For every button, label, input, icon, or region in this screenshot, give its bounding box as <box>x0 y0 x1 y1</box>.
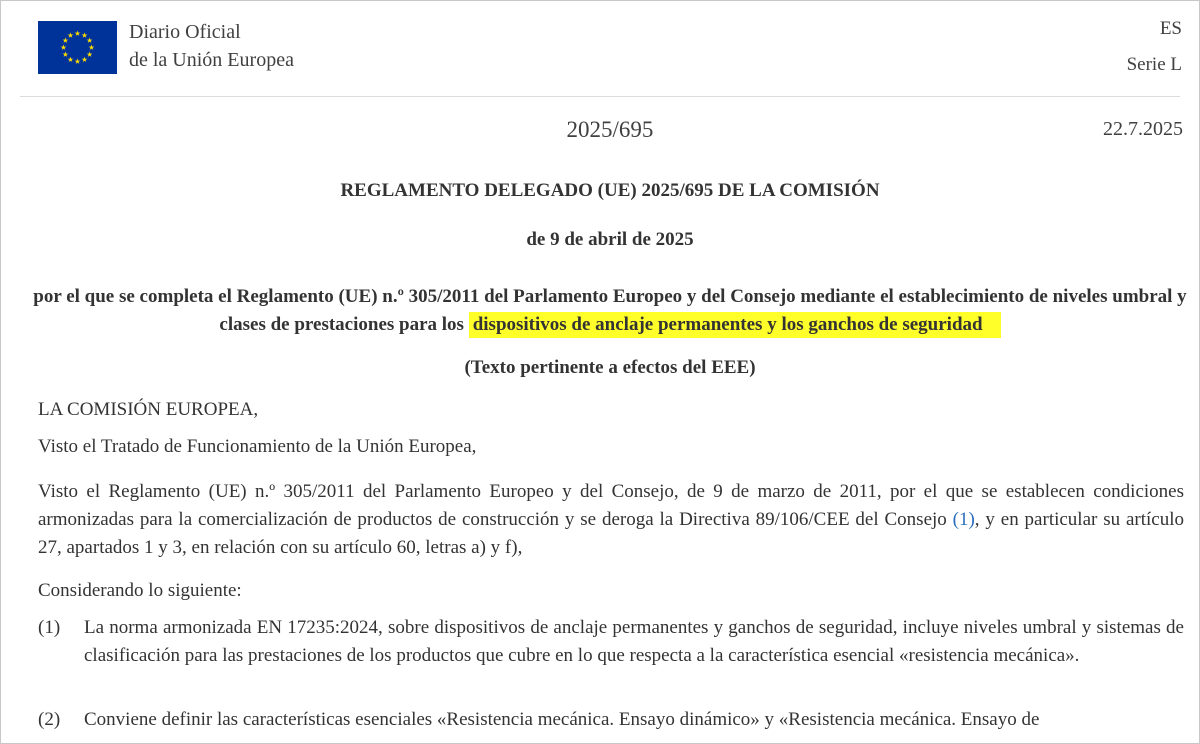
regulation-purpose <box>30 283 1190 339</box>
journal-header <box>0 0 1200 97</box>
commission-heading: LA COMISIÓN EUROPEA, <box>38 399 259 420</box>
journal-name-line1: Diario Oficial <box>129 21 241 43</box>
eu-stars-icon <box>38 21 117 74</box>
purpose-text: por el que se completa el Reglamento (UE) n.º 305/2011 del Parlamento Europeo y del Consejo mediante el establecimiento de niveles umbral y clases de prestaciones para los <box>33 286 1187 335</box>
citation-regulation <box>38 478 1184 562</box>
regulation-date: de 9 de abril de 2025 <box>526 229 694 250</box>
purpose-highlight: dispositivos de anclaje permanentes y los ganchos de seguridad <box>469 312 1001 338</box>
footnote-link[interactable]: (1) <box>952 509 975 530</box>
citation-regulation-text: Visto el Reglamento (UE) n.º 305/2011 del Parlamento Europeo y del Consejo, de 9 de marzo de 2011, por el que se establecen condiciones armonizadas para la comercialización de productos de construcción y se deroga la Directiva 89/106/CEE del Consejo <box>38 481 1184 530</box>
recital-text: Conviene definir las características esenciales «Resistencia mecánica. Ensayo dinámico» y «Resistencia mecánica. Ensayo de <box>84 709 1040 730</box>
journal-name <box>129 18 294 74</box>
eea-relevance-note: (Texto pertinente a efectos del EEE) <box>464 357 756 378</box>
header-divider <box>20 96 1180 97</box>
eu-flag-icon <box>38 21 117 74</box>
document-number: 2025/695 <box>566 117 654 142</box>
journal-name-line2: de la Unión Europea <box>129 49 294 71</box>
citation-regulation-tail: , y en particular su artículo 27, apartados 1 y 3, en relación con su artículo 60, letras a) y f), <box>38 509 1184 558</box>
considerando-heading: Considerando lo siguiente: <box>38 580 242 601</box>
recital-text: La norma armonizada EN 17235:2024, sobre dispositivos de anclaje permanentes y ganchos de seguridad, incluye niveles umbral y sistemas de clasificación para las prestaciones de los productos que cubre en lo que respecta a la característica esencial «resistencia mecánica». <box>84 617 1184 666</box>
recital-number: (1) <box>38 617 61 638</box>
regulation-title: REGLAMENTO DELEGADO (UE) 2025/695 DE LA COMISIÓN <box>340 180 880 201</box>
language-code: ES <box>1159 18 1182 39</box>
recital-number: (2) <box>38 709 61 730</box>
citation-treaty: Visto el Tratado de Funcionamiento de la Unión Europea, <box>38 436 477 457</box>
publication-date: 22.7.2025 <box>1103 118 1183 140</box>
series-label: Serie L <box>1126 54 1182 75</box>
